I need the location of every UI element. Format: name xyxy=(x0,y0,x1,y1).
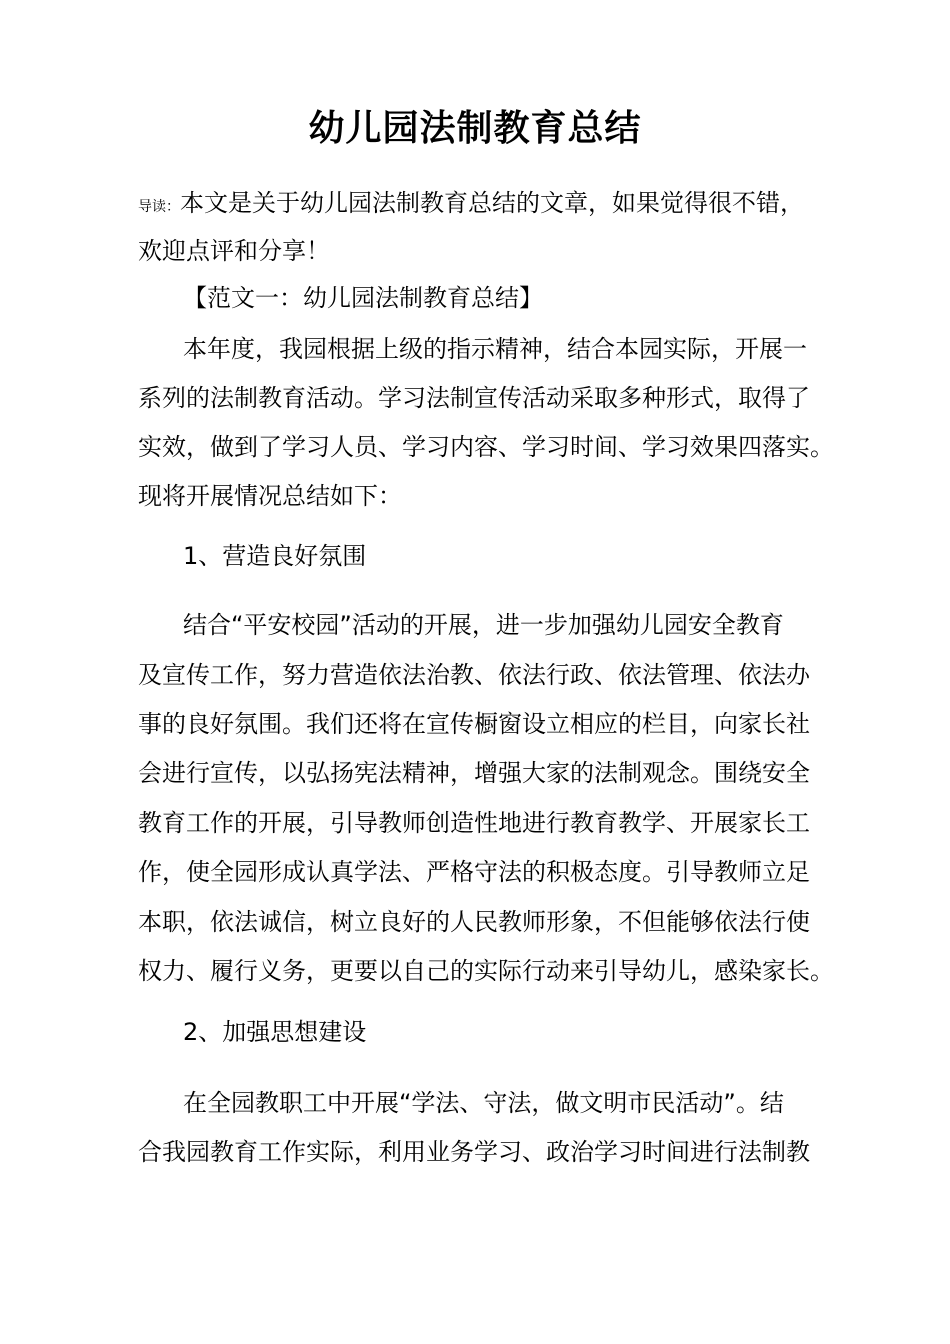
paragraph2-line-1: 结合“平安校园”活动的开展，进一步加强幼儿园安全教育 xyxy=(183,611,784,639)
intro-text-line-2: 欢迎点评和分享！ xyxy=(138,237,330,265)
paragraph2-line-6: 作，使全园形成认真学法、严格守法的积极态度。引导教师立足 xyxy=(138,858,810,886)
paragraph2-line-5: 教育工作的开展，引导教师创造性地进行教育教学、开展家长工 xyxy=(138,809,810,837)
paragraph3-line-2: 合我园教育工作实际，利用业务学习、政治学习时间进行法制教 xyxy=(138,1138,810,1166)
paragraph1-line-1: 本年度，我园根据上级的指示精神，结合本园实际，开展一 xyxy=(183,335,807,363)
intro-paragraph xyxy=(138,181,850,273)
paragraph2-line-2: 及宣传工作，努力营造依法治教、依法行政、依法管理、依法办 xyxy=(138,661,810,689)
section1-heading: 1、营造良好氛围 xyxy=(183,542,367,570)
paragraph2-line-7: 本职，依法诚信，树立良好的人民教师形象，不但能够依法行使 xyxy=(138,908,810,936)
paragraph1-line-2: 系列的法制教育活动。学习法制宣传活动采取多种形式，取得了 xyxy=(138,384,810,412)
paragraph2-line-3: 事的良好氛围。我们还将在宣传橱窗设立相应的栏目，向家长社 xyxy=(138,710,810,738)
intro-lead-label: 导读： xyxy=(138,199,180,215)
paragraph1-line-3: 实效，做到了学习人员、学习内容、学习时间、学习效果四落实。 xyxy=(138,433,834,461)
section2-heading: 2、加强思想建设 xyxy=(183,1018,367,1046)
intro-text-line-1: 本文是关于幼儿园法制教育总结的文章，如果觉得很不错， xyxy=(180,189,804,217)
paragraph1-line-4: 现将开展情况总结如下： xyxy=(138,482,402,510)
sample-heading: 【范文一：幼儿园法制教育总结】 xyxy=(183,284,543,312)
document-title: 幼儿园法制教育总结 xyxy=(308,108,642,149)
paragraph3-line-1: 在全园教职工中开展“学法、守法，做文明市民活动”。结 xyxy=(183,1089,784,1117)
paragraph2-line-8: 权力、履行义务，更要以自己的实际行动来引导幼儿，感染家长。 xyxy=(138,957,834,985)
paragraph2-line-4: 会进行宣传，以弘扬宪法精神，增强大家的法制观念。围绕安全 xyxy=(138,759,810,787)
